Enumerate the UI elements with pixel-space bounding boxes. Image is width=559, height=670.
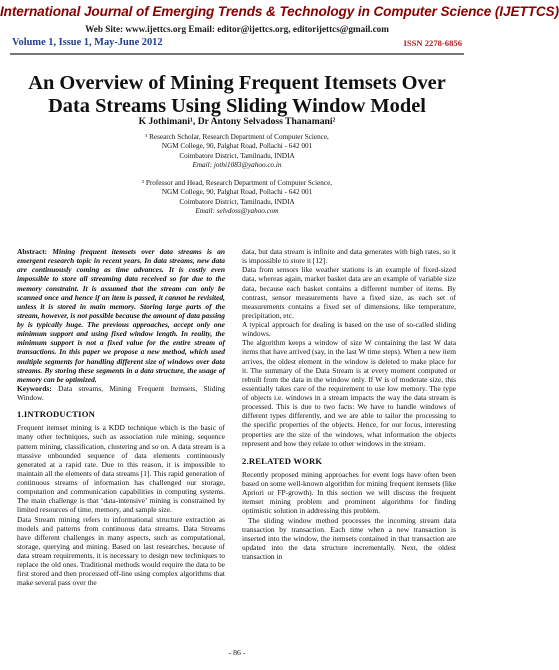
abstract-label: Abstract: [17, 247, 48, 256]
title-line-2: Data Streams Using Sliding Window Model [48, 95, 426, 117]
journal-web-email: Web Site: www.ijettcs.org Email: editor@ijettcs.org, editorijettcs@gmail.com [85, 24, 389, 34]
affiliation-2 [0, 179, 474, 217]
right-paragraph-3: A typical approach for dealing is based on the use of so-called sliding windows. [242, 320, 456, 339]
affiliation-1-email: Email: jothi1083@yahoo.co.in [192, 161, 282, 170]
right-column [242, 247, 456, 561]
section-1-paragraph-2: Data Stream mining refers to informational structure extraction as models and patterns from continuous data streams. Data Streams have different challenges in many aspects, such as computational, storage, querying and mining. Based on last researches, because of data stream requirements, it is necessary to design new techniques to replace the old ones. Traditional methods would require the data to be first stored and then processed off-line using complex algorithms that make several pass over the [17, 514, 225, 588]
authors: K Jothimani¹, Dr Antony Selvadoss Thanamani² [138, 116, 336, 127]
abstract [17, 247, 225, 384]
paper-title [0, 72, 474, 118]
affiliation-1-line-2: NGM College, 90, Palghat Road, Pollachi - 642 001 [161, 142, 313, 151]
journal-name: International Journal of Emerging Trends & Technology in Computer Science (IJETTCS) [0, 4, 559, 19]
keywords-text: Data streams, Mining Frequent Itemsets, Sliding Window. [17, 383, 225, 402]
keywords-label: Keywords: [17, 383, 52, 393]
right-paragraph-2: Data from sensors like weather stations is an example of fixed-sized data, whereas again, market basket data are an example of variable size data, because each basket contains a different number of items. By contrast, sensor measurements have a fixed size, as each set of measurements contains a fixed set of dimensions, like temperature, precipitation, etc. [242, 265, 456, 320]
affiliation-2-line-3: Coimbatore District, Tamilnadu, INDIA [179, 197, 295, 206]
right-paragraph-1: data, but data stream is infinite and data generates with high rates, so it is impossible to store it [12]. [242, 247, 456, 266]
section-2-heading: 2.RELATED WORK [242, 455, 323, 466]
title-line-1: An Overview of Mining Frequent Itemsets Over [28, 72, 446, 94]
affiliation-1-line-1: ¹ Research Scholar, Research Department of Computer Science, [145, 133, 329, 141]
affiliation-2-line-1: ² Professor and Head, Research Department of Computer Science, [141, 179, 333, 187]
affiliation-1-line-3: Coimbatore District, Tamilnadu, INDIA [179, 151, 295, 160]
section-1-paragraph-1: Frequent itemset mining is a KDD technique which is the basic of many other techniques, such as association rule mining, sequence pattern mining, classification, clustering and so on. A data stream is a massive unbounded sequence of data elements continuously generated at a rapid rate. Due to this reason, it is impossible to maintain all the elements of data streams [1]. This rapid generation of continuous streams of information has challenged our storage, computation and communication capabilities in computing systems. The main challenge is that ‘data-intensive’ mining is constrained by limited resources of time, memory, and sample size. [17, 423, 225, 515]
header-divider [10, 53, 464, 55]
volume-issue: Volume 1, Issue 1, May-June 2012 [12, 37, 163, 48]
issn: ISSN 2278-6856 [403, 38, 462, 48]
left-column [17, 247, 225, 588]
section-2-paragraph-1: Recently proposed mining approaches for event logs have often been based on some well-known algorithm for mining frequent itemsets (like Apriori or FP-growth). In this section we will discuss the frequent itemset mining problem and prominent algorithms for finding optimistic solution in addressing this problem. [242, 469, 456, 516]
section-1-heading: 1.INTRODUCTION [17, 409, 96, 420]
affiliation-2-line-2: NGM College, 90, Palghat Road, Pollachi - 642 001 [161, 188, 313, 197]
right-paragraph-4: The algorithm keeps a window of size W containing the last W data items that have arrived (say, in the last W time steps). When a new item arrives, the oldest element in the window is deleted to make place for it. The summary of the Data Stream is at every moment computed or rebuilt from the data in the window only. If W is of moderate size, this essentially takes care of the requirement to use low memory. The type of objects i.e. windows in a stream impacts the way the data stream is processed. This is due to two facts: We have to handle windows of different types differently, and we are able to tailor the processing to the specific properties of the objects. Hence, for our focus, interesting properties are the size of the windows, what information the objects represent and how they relate to other windows in the stream. [242, 338, 456, 448]
affiliation-2-email: Email: selvdoss@yahoo.com [195, 207, 279, 216]
keywords [17, 384, 225, 402]
page-number: - 86 - [228, 648, 246, 657]
affiliation-1 [0, 133, 474, 171]
abstract-text: Mining frequent itemsets over data streams is an emergent research topic in recent years. In data streams, new data are continuously coming as time advances. It is costly even impossible to store all streaming data received so far due to the memory constraint. It is assumed that the stream can only be scanned once and hence if an item is passed, it cannot be revisited, unless it is stored in main memory. Storing large parts of the stream, however, is not possible because the amount of data passing by is typically huge. The previous approaches, accept only one minimum support and using fixed window length. In reality, the minimum support is not a fixed value for the entire stream of transactions. In this paper we propose a new method, which used multiple segments for handling different size of windows over data streams. By storing these segments in a data structure, the usage of memory can be optimized. [17, 247, 226, 384]
section-2-paragraph-2: The sliding window method processes the incoming stream data transaction by transaction. Each time when a new transaction is inserted into the window, the itemsets contained in that transaction are updated into the data structure incrementally. Next, the oldest transaction in [242, 515, 456, 561]
